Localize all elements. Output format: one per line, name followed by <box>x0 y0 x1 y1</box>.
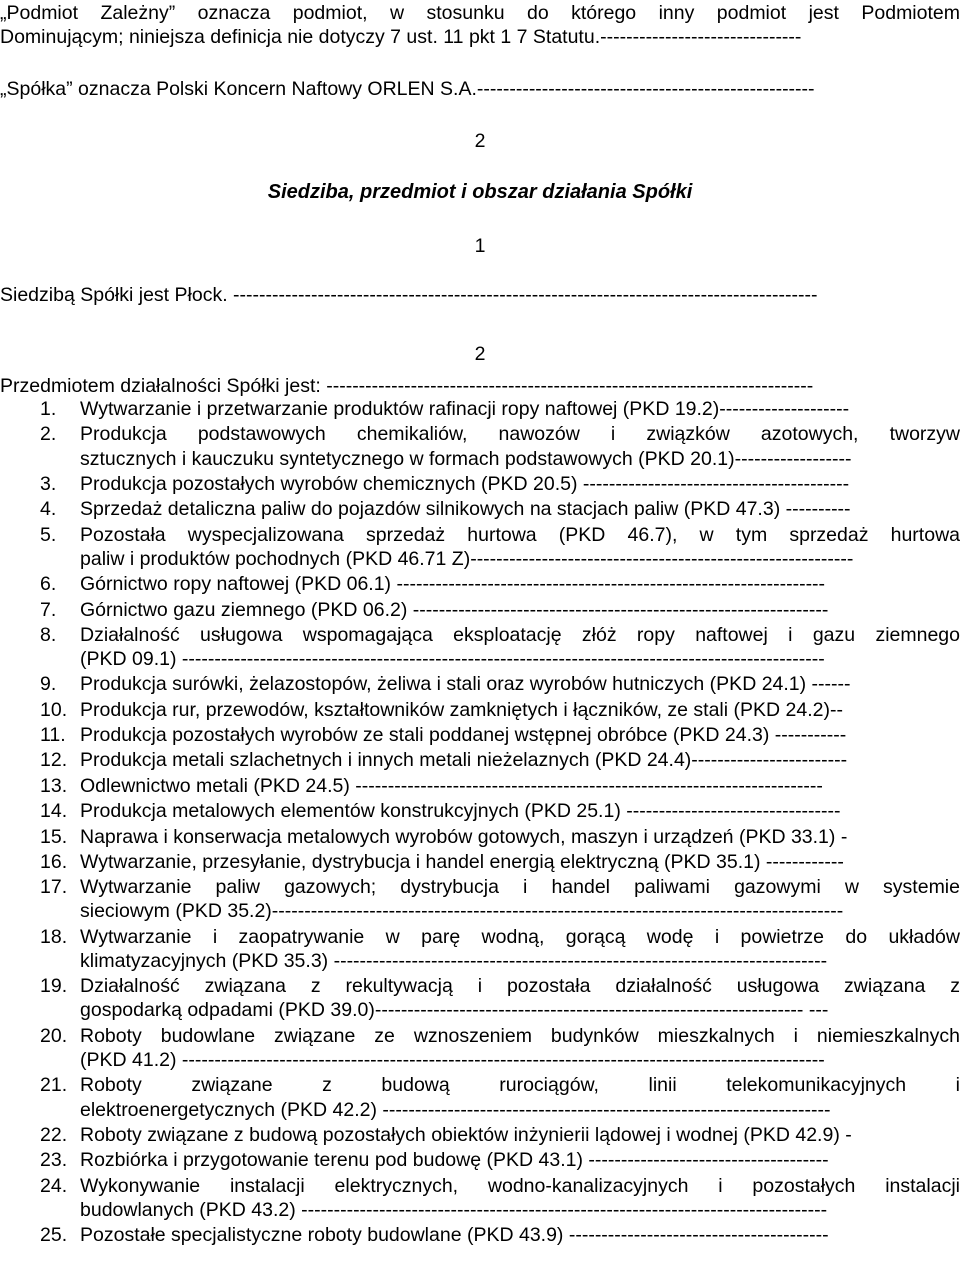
intro-line-1: „Podmiot Zależny” oznacza podmiot, w stosunku do którego inny podmiot jest Podmiotem <box>0 2 960 24</box>
list-item-text: (PKD 09.1) --------------------------------------------------------------------------------------------------- <box>80 648 825 671</box>
list-item-number: 18. <box>40 925 68 948</box>
list-item-text: Roboty związane z budową rurociągów, linii telekomunikacyjnych i <box>80 1074 960 1097</box>
list-item-number: 9. <box>40 673 57 696</box>
list-item-number: 24. <box>40 1174 68 1197</box>
list-item-number: 5. <box>40 523 57 546</box>
list-item-number: 14. <box>40 800 68 823</box>
list-item-text: Pozostała wyspecjalizowana sprzedaż hurtowa (PKD 46.7), w tym sprzedaż hurtowa <box>80 523 960 546</box>
list-item-text: Roboty związane z budową pozostałych obiektów inżynierii lądowej i wodnej (PKD 42.9) - <box>80 1123 852 1146</box>
list-item-text: Produkcja metali szlachetnych i innych metali nieżelaznych (PKD 24.4)------------------------ <box>80 749 848 772</box>
section-title: Siedziba, przedmiot i obszar działania Spółki <box>267 181 693 203</box>
list-item-number: 12. <box>40 749 68 772</box>
list-item-number: 11. <box>40 724 66 747</box>
list-item-number: 6. <box>40 573 57 596</box>
list-item-text: Górnictwo gazu ziemnego (PKD 06.2) ---------------------------------------------------------------- <box>80 598 829 621</box>
list-item-number: 15. <box>40 825 68 848</box>
list-item-number: 13. <box>40 774 68 797</box>
paragraph-2-text: Przedmiotem działalności Spółki jest: --------------------------------------------------------------------------- <box>0 375 814 397</box>
list-item-text: Roboty budowlane związane ze wznoszeniem budynków mieszkalnych i niemieszkalnych <box>80 1024 960 1047</box>
list-item-text: Wykonywanie instalacji elektrycznych, wodno-kanalizacyjnych i pozostałych instalacji <box>80 1174 960 1197</box>
list-item-text: Produkcja rur, przewodów, kształtowników zamkniętych i łączników, ze stali (PKD 24.2)-- <box>80 698 843 721</box>
list-item-text: Sprzedaż detaliczna paliw do pojazdów silnikowych na stacjach paliw (PKD 47.3) ---------- <box>80 498 851 521</box>
list-item-text: Produkcja surówki, żelazostopów, żeliwa i stali oraz wyrobów hutniczych (PKD 24.1) ------ <box>80 673 851 696</box>
list-item-text: budowlanych (PKD 43.2) --------------------------------------------------------------------------------- <box>80 1198 828 1221</box>
list-item-text: paliw i produktów pochodnych (PKD 46.71 Z)----------------------------------------------------------- <box>80 547 854 570</box>
intro-line-2: Dominującym; niniejsza definicja nie dotyczy 7 ust. 11 pkt 1 7 Statutu.------------------------------- <box>0 26 802 48</box>
list-item-text: Wytwarzanie i zaopatrywanie w parę wodną, gorącą wodę i powietrze do układów <box>80 925 960 948</box>
list-item-number: 25. <box>40 1224 68 1247</box>
list-item-text: Produkcja metalowych elementów konstrukcyjnych (PKD 25.1) --------------------------------- <box>80 800 841 823</box>
list-item-text: Odlewnictwo metali (PKD 24.5) ------------------------------------------------------------------------ <box>80 774 823 797</box>
list-item-number: 21. <box>40 1074 68 1097</box>
list-item-text: Produkcja pozostałych wyrobów ze stali poddanej wstępnej obróbce (PKD 24.3) ----------- <box>80 724 847 747</box>
list-item-text: sztucznych i kauczuku syntetycznego w formach podstawowych (PKD 20.1)------------------ <box>80 447 852 470</box>
list-item-text: Górnictwo ropy naftowej (PKD 06.1) ------------------------------------------------------------------ <box>80 573 826 596</box>
list-item-text: Działalność usługowa wspomagająca eksploatację złóż ropy naftowej i gazu ziemnego <box>80 623 960 646</box>
list-item-number: 8. <box>40 623 57 646</box>
list-item-number: 7. <box>40 598 57 621</box>
list-item-number: 2. <box>40 423 57 446</box>
paragraph-1-text: Siedzibą Spółki jest Płock. ------------------------------------------------------------------------------------------ <box>0 284 818 306</box>
list-item-text: Naprawa i konserwacja metalowych wyrobów gotowych, maszyn i urządzeń (PKD 33.1) - <box>80 825 848 848</box>
list-item-text: elektroenergetycznych (PKD 42.2) --------------------------------------------------------------------- <box>80 1098 831 1121</box>
list-item-text: Wytwarzanie i przetwarzanie produktów rafinacji ropy naftowej (PKD 19.2)-------------------- <box>80 398 850 420</box>
list-item-text: Rozbiórka i przygotowanie terenu pod budowę (PKD 43.1) ------------------------------------- <box>80 1149 829 1172</box>
list-item-number: 20. <box>40 1024 68 1047</box>
list-item-text: Produkcja podstawowych chemikaliów, nawozów i związków azotowych, tworzyw <box>80 423 960 446</box>
list-item-text: Działalność związana z rekultywacją i pozostała działalność usługowa związana z <box>80 975 960 998</box>
list-item-text: sieciowym (PKD 35.2)---------------------------------------------------------------------------------------- <box>80 900 844 923</box>
list-item-text: klimatyzacyjnych (PKD 35.3) ---------------------------------------------------------------------------- <box>80 949 828 972</box>
list-item-number: 19. <box>40 975 68 998</box>
list-item-number: 16. <box>40 850 68 873</box>
intro-line-3: „Spółka” oznacza Polski Koncern Naftowy ORLEN S.A.---------------------------------------------------- <box>0 78 815 100</box>
list-item-number: 4. <box>40 498 57 521</box>
list-item-text: Wytwarzanie paliw gazowych; dystrybucja i handel paliwami gazowymi w systemie <box>80 876 960 899</box>
list-item-number: 3. <box>40 472 57 495</box>
list-item-number: 22. <box>40 1123 68 1146</box>
list-item-text: Produkcja pozostałych wyrobów chemicznych (PKD 20.5) ----------------------------------------- <box>80 472 850 495</box>
list-item-number: 1. <box>40 398 57 420</box>
list-item-text: gospodarką odpadami (PKD 39.0)------------------------------------------------------------------ --- <box>80 999 829 1022</box>
paragraph-1-number: 1 <box>474 235 486 257</box>
list-item-number: 10. <box>40 698 68 721</box>
list-item-text: Pozostałe specjalistyczne roboty budowlane (PKD 43.9) ---------------------------------------- <box>80 1224 829 1247</box>
list-item-number: 23. <box>40 1149 68 1172</box>
list-item-text: Wytwarzanie, przesyłanie, dystrybucja i handel energią elektryczną (PKD 35.1) ------------ <box>80 850 844 873</box>
paragraph-2-number: 2 <box>474 343 486 365</box>
section-symbol: 2 <box>474 130 486 152</box>
list-item-text: (PKD 41.2) --------------------------------------------------------------------------------------------------- <box>80 1049 825 1072</box>
list-item-number: 17. <box>40 876 68 899</box>
